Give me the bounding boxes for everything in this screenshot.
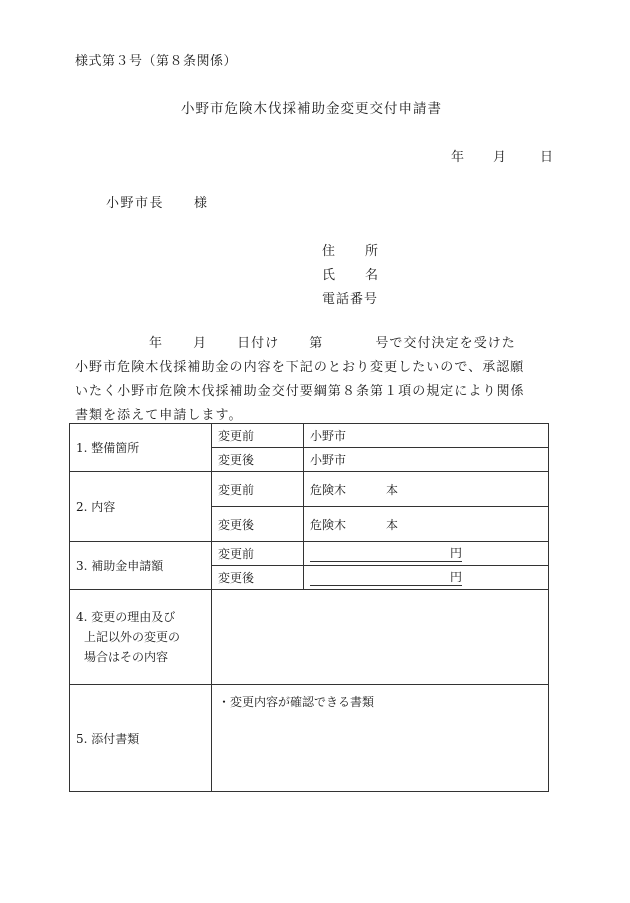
table-row [70,590,549,685]
table-row [70,685,549,792]
attachments-item: ・変更内容が確認できる書類 [218,695,375,709]
date-year-label: 年 [451,150,465,165]
location-label: 1. 整備箇所 [70,424,212,472]
addressee-honorific: 様 [194,196,209,211]
statement-line-2: 小野市危険木伐採補助金の内容を下記のとおり変更したいので、承認願 [75,360,525,375]
applicant-phone-label: 電話番号 [322,292,379,307]
statement-month: 月 [193,336,208,351]
content-after-label: 変更後 [212,507,304,542]
attachments-value[interactable] [212,685,549,792]
content-before-unit: 本 [386,482,399,497]
content-before-label: 変更前 [212,472,304,507]
subsidy-before-unit: 円 [310,546,462,562]
name-label-a: 氏 [322,268,336,283]
request-statement [75,332,553,428]
subsidy-before-value[interactable] [304,542,549,566]
addressee-name: 小野市長 [106,196,165,211]
subsidy-after-value[interactable] [304,566,549,590]
table-row [70,542,549,566]
statement-no: 第 [309,336,324,351]
applicant-name-label [322,264,378,283]
table-row [70,424,549,448]
form-number: 様式第３号（第８条関係） [75,54,238,69]
content-before-value[interactable] [304,472,549,507]
reason-label-line-3: 場合はその内容 [84,650,169,664]
name-label-b: 名 [365,268,379,283]
reason-label [70,590,212,685]
location-after-label: 変更後 [212,448,304,472]
reason-value[interactable] [212,590,549,685]
subsidy-before-label: 変更前 [212,542,304,566]
statement-year: 年 [149,336,164,351]
table-row [70,472,549,507]
statement-line-1 [75,332,553,356]
location-before-label: 変更前 [212,424,304,448]
attachments-label: 5. 添付書類 [70,685,212,792]
address-label-b: 所 [365,244,379,259]
location-before-value[interactable]: 小野市 [304,424,549,448]
content-label: 2. 内容 [70,472,212,542]
applicant-address-label [322,240,378,259]
location-after-value[interactable]: 小野市 [304,448,549,472]
change-details-table [69,423,549,792]
content-after-unit: 本 [386,517,399,532]
reason-label-line-1: 4. 変更の理由及び [76,610,176,624]
statement-line-4: 書類を添えて申請します。 [75,408,243,423]
content-after-item: 危険木 [310,517,347,532]
statement-line-3: いたく小野市危険木伐採補助金交付要綱第８条第１項の規定により関係 [75,384,525,399]
addressee [106,192,209,211]
subsidy-after-label: 変更後 [212,566,304,590]
subsidy-amount-label: 3. 補助金申請額 [70,542,212,590]
statement-line-1-rest: 号で交付決定を受けた [375,336,516,351]
subsidy-after-unit: 円 [310,570,462,586]
document-title: 小野市危険木伐採補助金変更交付申請書 [181,101,442,117]
address-label-a: 住 [322,244,336,259]
date-month-label: 月 [493,150,507,165]
reason-label-line-2: 上記以外の変更の [84,630,181,644]
content-after-value[interactable] [304,507,549,542]
content-before-item: 危険木 [310,482,347,497]
statement-dated: 日付け [237,336,280,351]
date-day-label: 日 [540,150,554,165]
